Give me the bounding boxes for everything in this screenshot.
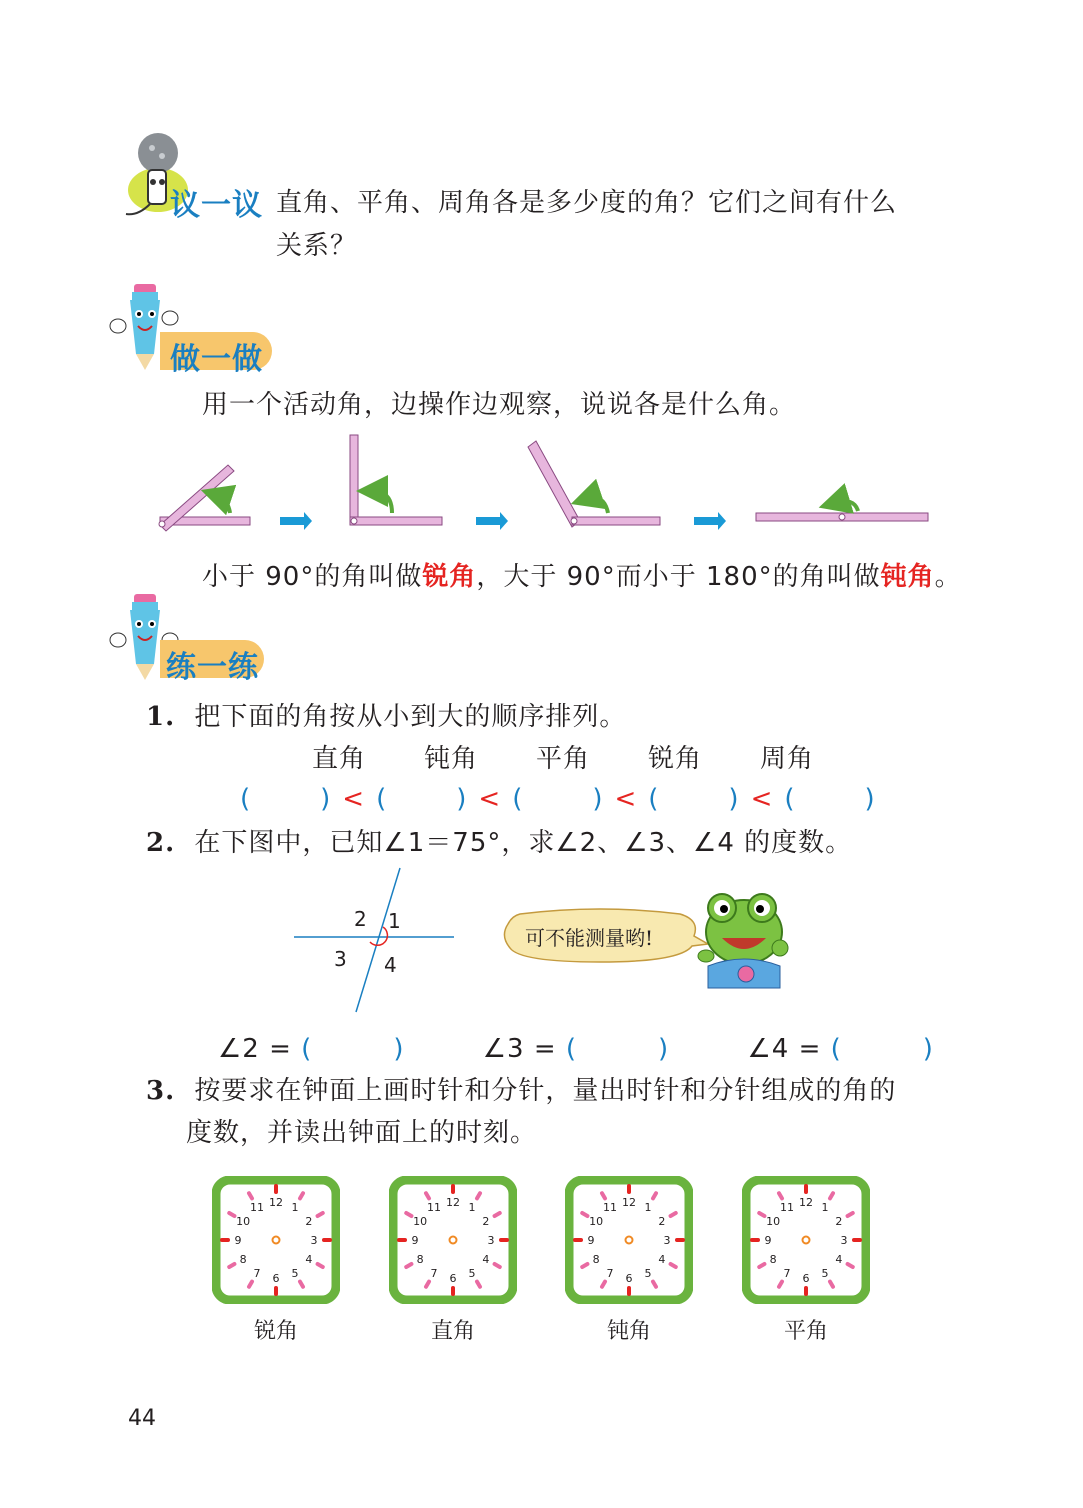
angle-term: 平角 <box>536 744 591 774</box>
clock-center <box>273 1237 280 1244</box>
clock-tick <box>229 1264 234 1267</box>
clock-numeral: 10 <box>766 1215 781 1228</box>
clock-tick <box>300 1193 303 1198</box>
clock-numeral: 11 <box>250 1201 264 1215</box>
clock-numeral: 7 <box>430 1266 438 1280</box>
clock-numeral: 7 <box>783 1266 791 1280</box>
angle-2-label: ∠2 = <box>218 1034 292 1064</box>
discuss-section <box>0 0 1083 280</box>
clock-numeral: 6 <box>272 1272 280 1285</box>
answer-blank[interactable]: ( ) <box>240 784 337 814</box>
clock-tick <box>477 1193 480 1198</box>
answer-blank[interactable]: ( ) <box>784 784 881 814</box>
clock-numeral: 10 <box>236 1215 251 1228</box>
clock-tick <box>582 1213 587 1216</box>
clock-numeral: 6 <box>625 1272 633 1285</box>
discuss-question-line2: 关系？ <box>276 231 358 261</box>
obtuse-term: 钝角 <box>880 562 935 592</box>
clock-icon <box>212 1176 340 1304</box>
definition-part2: ，大于 90°而小于 180°的角叫做 <box>476 562 881 592</box>
page-number: 44 <box>128 1406 156 1431</box>
do-badge: 做一做 <box>170 342 263 377</box>
clock-tick <box>830 1193 833 1198</box>
clock-icon <box>565 1176 693 1304</box>
clock-label-right: 直角 <box>430 1319 475 1344</box>
right-angle-diagram <box>350 435 442 525</box>
clock-tick <box>653 1193 656 1198</box>
question-text-line2: 度数，并读出钟面上的时刻。 <box>186 1118 538 1148</box>
clock-label-acute: 锐角 <box>253 1319 298 1344</box>
clock-numeral: 9 <box>764 1234 772 1247</box>
obtuse-angle-diagram <box>528 441 660 527</box>
angle-answers <box>218 1028 943 1065</box>
clock-tick <box>406 1264 411 1267</box>
clock-tick <box>830 1282 833 1287</box>
clock-row <box>0 1176 1083 1366</box>
question-3 <box>146 1070 896 1107</box>
angle-definition <box>202 556 962 593</box>
clock-numeral: 1 <box>821 1201 829 1215</box>
answer-blank[interactable]: ( ) <box>830 1034 943 1064</box>
clock-numeral: 9 <box>587 1234 595 1247</box>
clock-numeral: 3 <box>840 1234 848 1247</box>
angle-label-3: 3 <box>334 947 347 971</box>
intersecting-lines-figure <box>290 862 460 1017</box>
angle-term: 直角 <box>312 744 367 774</box>
clock-numeral: 8 <box>592 1253 600 1266</box>
clock-numeral: 1 <box>291 1201 299 1215</box>
clock-tick <box>406 1213 411 1216</box>
discuss-question-line1: 直角、平角、周角各是多少度的角？它们之间有什么 <box>276 188 898 218</box>
clock-numeral: 3 <box>487 1234 495 1247</box>
angle-term: 周角 <box>760 744 815 774</box>
clock-numeral: 6 <box>802 1272 810 1285</box>
clock-tick <box>653 1282 656 1287</box>
clock-numeral: 8 <box>769 1253 777 1266</box>
discuss-badge: 议一议 <box>170 188 263 223</box>
clock-tick <box>671 1264 676 1267</box>
question-1 <box>146 696 626 733</box>
answer-blank[interactable]: ( ) <box>376 784 473 814</box>
clock-numeral: 2 <box>835 1215 843 1228</box>
clock-numeral: 4 <box>305 1253 313 1266</box>
clock-numeral: 8 <box>416 1253 424 1266</box>
clock-center <box>803 1237 810 1244</box>
straight-angle-diagram <box>756 501 928 521</box>
clock-numeral: 2 <box>305 1215 313 1228</box>
answer-blank[interactable]: ( ) <box>565 1034 679 1064</box>
question-number: 3. <box>146 1076 176 1106</box>
clock-tick <box>477 1282 480 1287</box>
clock-numeral: 5 <box>821 1266 829 1280</box>
clock-tick <box>759 1213 764 1216</box>
angle-3-label: ∠3 = <box>482 1034 557 1064</box>
clock-numeral: 2 <box>482 1215 490 1228</box>
clock-tick <box>779 1282 782 1287</box>
clock-numeral: 7 <box>253 1266 261 1280</box>
clock-center <box>450 1237 457 1244</box>
definition-end: 。 <box>934 562 962 592</box>
clock-numeral: 11 <box>603 1201 617 1215</box>
arrow-icon <box>476 512 508 530</box>
do-instruction: 用一个活动角，边操作边观察，说说各是什么角。 <box>202 390 797 420</box>
clock-tick <box>318 1264 323 1267</box>
question-number: 1. <box>146 702 176 732</box>
angle-sequence-figure <box>140 425 940 535</box>
less-than-sign: < <box>478 784 507 814</box>
ordering-blanks <box>240 778 881 815</box>
clock-numeral: 4 <box>482 1253 490 1266</box>
clock-tick <box>848 1213 853 1216</box>
clock-face-obtuse[interactable] <box>565 1176 693 1304</box>
clock-tick <box>779 1193 782 1198</box>
clock-center <box>626 1237 633 1244</box>
less-than-sign: < <box>342 784 371 814</box>
question-text: 在下图中，已知∠1＝75°，求∠2、∠3、∠4 的度数。 <box>194 828 853 858</box>
clock-tick <box>300 1282 303 1287</box>
acute-term: 锐角 <box>422 562 477 592</box>
less-than-sign: < <box>614 784 643 814</box>
clock-numeral: 7 <box>606 1266 614 1280</box>
clock-tick <box>495 1213 500 1216</box>
clock-numeral: 12 <box>446 1196 460 1209</box>
clock-tick <box>229 1213 234 1216</box>
clock-numeral: 3 <box>663 1234 671 1247</box>
clock-tick <box>318 1213 323 1216</box>
clock-numeral: 6 <box>449 1272 457 1285</box>
clock-numeral: 4 <box>658 1253 666 1266</box>
clock-tick <box>759 1264 764 1267</box>
clock-numeral: 3 <box>310 1234 318 1247</box>
acute-angle-diagram <box>159 465 250 531</box>
definition-part1: 小于 90°的角叫做 <box>202 562 423 592</box>
angle-term: 锐角 <box>648 744 703 774</box>
clock-numeral: 2 <box>658 1215 666 1228</box>
arrow-icon <box>694 512 726 530</box>
clock-label-obtuse: 钝角 <box>606 1319 651 1344</box>
angle-list <box>312 738 814 775</box>
angle-label-1: 1 <box>388 909 401 933</box>
practice-badge: 练一练 <box>166 650 259 685</box>
frog-mascot-icon <box>694 888 794 992</box>
clock-tick <box>426 1193 429 1198</box>
angle-label-2: 2 <box>354 907 367 931</box>
clock-tick <box>582 1264 587 1267</box>
clock-face-acute[interactable] <box>212 1176 340 1304</box>
angle-4-label: ∠4 = <box>747 1034 822 1064</box>
bubble-text: 可不能测量哟! <box>525 926 654 950</box>
clock-tick <box>249 1193 252 1198</box>
question-number: 2. <box>146 828 176 858</box>
clock-icon <box>742 1176 870 1304</box>
clock-label-straight: 平角 <box>783 1319 828 1344</box>
clock-icon <box>389 1176 517 1304</box>
clock-numeral: 8 <box>239 1253 247 1266</box>
answer-blank[interactable]: ( ) <box>301 1034 414 1064</box>
clock-numeral: 5 <box>468 1266 476 1280</box>
clock-numeral: 11 <box>780 1201 794 1215</box>
clock-tick <box>671 1213 676 1216</box>
clock-numeral: 9 <box>411 1234 419 1247</box>
clock-tick <box>602 1282 605 1287</box>
clock-tick <box>249 1282 252 1287</box>
clock-numeral: 10 <box>589 1215 604 1228</box>
clock-tick <box>848 1264 853 1267</box>
less-than-sign: < <box>750 784 779 814</box>
clock-numeral: 5 <box>291 1266 299 1280</box>
clock-numeral: 11 <box>427 1201 441 1215</box>
clock-numeral: 12 <box>622 1196 636 1209</box>
clock-numeral: 10 <box>413 1215 428 1228</box>
answer-blank[interactable]: ( ) <box>648 784 745 814</box>
clock-tick <box>426 1282 429 1287</box>
angle-label-4: 4 <box>384 953 397 977</box>
clock-face-straight[interactable] <box>742 1176 870 1304</box>
clock-numeral: 1 <box>644 1201 652 1215</box>
angle-term: 钝角 <box>424 744 479 774</box>
clock-numeral: 5 <box>644 1266 652 1280</box>
clock-numeral: 9 <box>234 1234 242 1247</box>
answer-blank[interactable]: ( ) <box>512 784 609 814</box>
clock-face-right[interactable] <box>389 1176 517 1304</box>
question-text: 把下面的角按从小到大的顺序排列。 <box>194 702 627 732</box>
question-2 <box>146 822 852 859</box>
clock-numeral: 1 <box>468 1201 476 1215</box>
clock-numeral: 4 <box>835 1253 843 1266</box>
clock-numeral: 12 <box>269 1196 283 1209</box>
clock-tick <box>495 1264 500 1267</box>
clock-tick <box>602 1193 605 1198</box>
question-text-line1: 按要求在钟面上画时针和分针，量出时针和分针组成的角的 <box>194 1076 897 1106</box>
clock-numeral: 12 <box>799 1196 813 1209</box>
arrow-icon <box>280 512 312 530</box>
